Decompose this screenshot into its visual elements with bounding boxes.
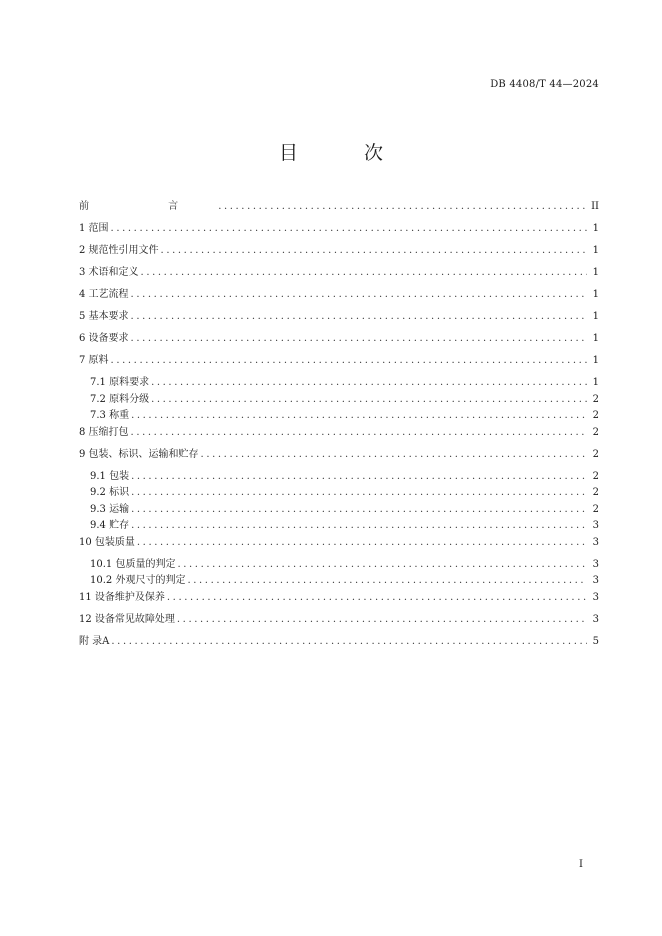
toc-entry[interactable]	[79, 392, 599, 409]
page-number: I	[579, 859, 583, 870]
toc-entry-label: 9 包装、标识、运输和贮存	[79, 448, 199, 460]
toc-entry-page: 2	[592, 393, 599, 405]
toc-entry-page: 2	[592, 426, 599, 438]
toc-leader-dots	[111, 353, 587, 369]
toc-entry[interactable]	[79, 469, 599, 486]
toc-entry-page: 3	[592, 520, 599, 531]
toc-entry-page: 3	[592, 591, 599, 603]
toc-leader-dots	[151, 375, 587, 391]
toc-entry-label: 10.2 外观尺寸的判定	[90, 575, 186, 586]
toc-entry-label: 6 设备要求	[79, 333, 129, 344]
toc-entry[interactable]	[79, 353, 599, 375]
toc-entry-label: 附 录A	[79, 635, 110, 647]
toc-entry-label: 5 基本要求	[79, 311, 129, 322]
toc-entry[interactable]	[79, 309, 599, 331]
toc-entry[interactable]	[79, 221, 599, 243]
toc-entry-page: 1	[592, 333, 599, 344]
toc-leader-dots	[218, 199, 587, 215]
toc-entry-page: 2	[592, 487, 599, 498]
toc-leader-dots	[131, 518, 587, 534]
toc-leader-dots	[131, 425, 587, 441]
toc-leader-dots	[131, 309, 587, 325]
toc-entry-label: 2 规范性引用文件	[79, 245, 159, 256]
toc-entry-page: 1	[592, 289, 599, 300]
toc-entry[interactable]	[79, 331, 599, 353]
toc-entry-page: 2	[592, 410, 599, 421]
toc-entry-label: 8 压缩打包	[79, 426, 129, 438]
toc-entry[interactable]	[79, 485, 599, 502]
toc-entry-page: 2	[592, 448, 599, 460]
toc-entry[interactable]	[79, 425, 599, 447]
toc-leader-dots	[201, 447, 587, 463]
toc-entry-page: 1	[592, 311, 599, 322]
toc-leader-dots	[131, 287, 587, 303]
toc-entry-label: 1 范围	[79, 223, 109, 234]
toc-leader-dots	[161, 243, 587, 259]
toc-entry[interactable]	[79, 408, 599, 425]
toc-leader-dots	[131, 502, 587, 518]
toc-entry-label: 7 原料	[79, 355, 109, 366]
toc-entry-label: 9.4 贮存	[90, 520, 130, 531]
toc-entry[interactable]	[79, 502, 599, 519]
toc-entry-label: 4 工艺流程	[79, 289, 129, 300]
toc-entry-label: 10 包装质量	[79, 536, 135, 548]
toc-entry-page: 2	[592, 470, 599, 482]
toc-entry[interactable]	[79, 518, 599, 535]
toc-entry-page: 3	[592, 536, 599, 548]
toc-entry-page: 3	[592, 558, 599, 570]
toc-leader-dots	[177, 612, 587, 628]
toc-title: 目 次	[278, 142, 414, 164]
toc-entry[interactable]	[79, 634, 599, 656]
toc-leader-dots	[141, 265, 587, 281]
toc-entry[interactable]	[79, 375, 599, 392]
toc-leader-dots	[131, 485, 587, 501]
toc-entry-label: 7.2 原料分级	[90, 393, 150, 405]
toc-entry[interactable]	[79, 243, 599, 265]
toc-entry-page: 5	[592, 635, 599, 647]
toc-entry[interactable]	[79, 199, 599, 221]
toc-entry-page: 2	[592, 503, 599, 515]
toc-leader-dots	[131, 408, 587, 424]
document-code: DB 4408/T 44—2024	[490, 79, 599, 90]
toc-entry-page: 1	[592, 377, 599, 388]
toc-entry[interactable]	[79, 557, 599, 574]
toc-entry[interactable]	[79, 535, 599, 557]
toc-entry[interactable]	[79, 573, 599, 590]
toc-entry-page: 3	[592, 613, 599, 625]
toc-entry[interactable]	[79, 612, 599, 634]
toc-entry[interactable]	[79, 590, 599, 612]
toc-leader-dots	[131, 469, 587, 485]
toc-entry-label: 9.2 标识	[90, 487, 130, 498]
toc-leader-dots	[111, 634, 587, 650]
toc-entry-label: 前 言	[79, 201, 217, 212]
toc-entry-label: 3 术语和定义	[79, 267, 139, 278]
toc-entry-page: II	[591, 201, 599, 212]
toc-entry-label: 9.1 包装	[90, 470, 130, 482]
toc-entry-page: 3	[592, 575, 599, 586]
toc-entry-label: 9.3 运输	[90, 503, 130, 515]
toc-leader-dots	[167, 590, 587, 606]
toc-leader-dots	[111, 221, 587, 237]
toc-entry-label: 10.1 包质量的判定	[90, 558, 176, 570]
toc-entry-page: 1	[592, 355, 599, 366]
toc-entry-label: 12 设备常见故障处理	[79, 613, 175, 625]
table-of-contents	[79, 199, 599, 656]
toc-leader-dots	[177, 557, 587, 573]
toc-entry[interactable]	[79, 265, 599, 287]
toc-entry-label: 7.3 称重	[90, 410, 130, 421]
toc-entry-page: 1	[592, 223, 599, 234]
toc-leader-dots	[137, 535, 587, 551]
toc-leader-dots	[131, 331, 587, 347]
toc-entry[interactable]	[79, 287, 599, 309]
toc-entry[interactable]	[79, 447, 599, 469]
toc-entry-label: 7.1 原料要求	[90, 377, 150, 388]
toc-entry-page: 1	[592, 267, 599, 278]
toc-entry-label: 11 设备维护及保养	[79, 591, 165, 603]
toc-leader-dots	[151, 392, 587, 408]
toc-entry-page: 1	[592, 245, 599, 256]
toc-leader-dots	[187, 573, 587, 589]
